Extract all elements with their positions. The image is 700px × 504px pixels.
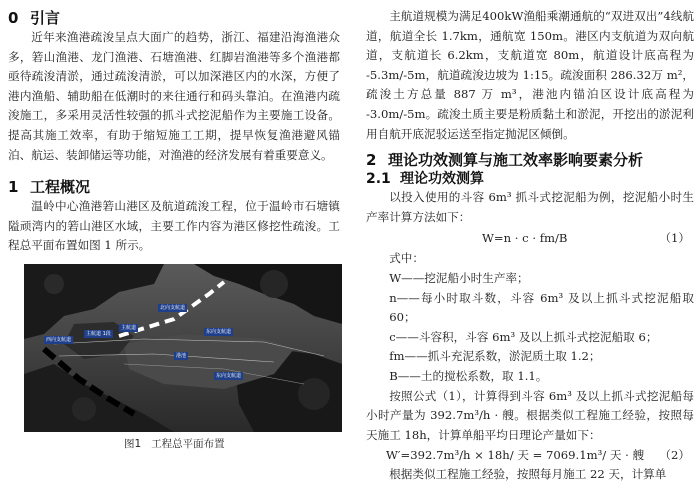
monthly-paragraph: 根据类似工程施工经验，按照每月施工 22 天，计算单 xyxy=(389,467,667,482)
definition-item: fm——抓斗充泥系数，淤泥质土取 1.2； xyxy=(389,349,601,364)
calc-result-paragraph: 按照公式（1），计算得到斗容 6m³ 及以上抓斗式挖泥船每小时产量为 392.7m³/h · 艘。根据类似工程施工经验，按照每天施工 18h，计算单船平均日理论产量如下： xyxy=(366,388,694,442)
left-column xyxy=(8,0,340,451)
definition-item: W——挖泥船小时生产率； xyxy=(389,270,529,285)
section-number: 2 xyxy=(366,151,377,170)
section-number: 2.1 xyxy=(366,171,391,188)
section-title: 引言 xyxy=(30,9,61,27)
formula-1-text: W=n · c · fm/B xyxy=(482,231,568,246)
section-title: 理论功效测算与施工效率影响要素分析 xyxy=(388,151,644,170)
formula-2-text: W′=392.7m³/h × 18h/ 天 = 7069.1m³/ 天 · 艘 xyxy=(386,448,645,463)
figure-number: 图1 xyxy=(124,437,142,450)
map-label: 东向支航道 xyxy=(216,372,242,379)
map-label: 主航道 xyxy=(121,324,137,331)
map-label: 北向支航道 xyxy=(160,304,186,311)
section-2-heading xyxy=(366,150,694,170)
definition-item: c——斗容积，斗容 6m³ 及以上抓斗式挖泥船取 6； xyxy=(389,329,658,344)
right-column xyxy=(366,0,694,485)
equation-number: （2） xyxy=(659,448,690,463)
equation-number: （1） xyxy=(659,231,690,246)
section-1-heading xyxy=(8,177,340,197)
definition-item: n——每小时取斗数，斗容 6m³ 及以上抓斗式挖泥船取 60； xyxy=(389,290,694,325)
map-label: 东向支航道 xyxy=(206,328,232,335)
channel-paragraph: 主航道规模为满足400kW渔船乘潮通航的“双进双出”4线航道，航道全长 1.7km，通航宽 150m。港区内支航道为双向航道，支航道长 6.2km，支航道宽 80m，航道设计底高程为 -5.3m/-5m，航道疏浚边坡为 1:15。疏浚面积 286.32万 m²，疏浚土方总量 887 万 m³，港池内锚泊区设计底高程为 -3.0m/-5m。疏浚土质主要是粉质黏土和淤泥，开挖出的淤泥利用自航开底泥驳运送至指定抛泥区倾倒。 xyxy=(366,9,694,141)
map-label: 西向支航道 xyxy=(46,336,72,343)
map-label: 港池 xyxy=(176,352,187,359)
calc-intro-paragraph: 以投入使用的斗容 6m³ 抓斗式挖泥船为例，挖泥船小时生产率计算方法如下： xyxy=(366,190,694,224)
where-label: 式中： xyxy=(389,251,424,266)
intro-paragraph: 近年来渔港疏浚呈点大面广的趋势，浙江、福建沿海渔港众多，箬山渔港、龙门渔港、石塘渔港、红脚岩渔港等多个渔港都亟待疏浚清淤，通过疏浚清淤，可以加深港区内的水深，方便了港内渔船、辅助船在低潮时的来往通行和码头靠泊。在渔港内疏浚施工，多采用灵活性较强的抓斗式挖泥船作为主要施工设备。提高其施工效率，有助于缩短施工工期，提早恢复渔港避风锚泊、航运、装卸储运等功能，对渔港的经济发展有着重要意义。 xyxy=(8,30,340,162)
layout-figure xyxy=(24,264,342,432)
formula-2 xyxy=(366,445,694,465)
map-label: 主航道 1段 xyxy=(86,330,111,337)
figure-caption-text: 工程总平面布置 xyxy=(151,437,225,450)
definition-item: B——土的搅松系数，取 1.1。 xyxy=(389,368,548,383)
overview-paragraph: 温岭中心渔港箬山港区及航道疏浚工程，位于温岭市石塘镇隘顽湾内的箬山港区水域，主要工作内容为港区修挖性疏浚。工程总平面布置如图 1 所示。 xyxy=(8,199,340,253)
section-title: 理论功效测算 xyxy=(400,171,484,188)
section-2-1-heading xyxy=(366,170,694,188)
satellite-map-image xyxy=(24,264,342,432)
figure-caption xyxy=(8,436,340,451)
section-0-heading xyxy=(8,8,340,28)
section-number: 1 xyxy=(8,178,19,197)
section-title: 工程概况 xyxy=(30,178,91,197)
section-number: 0 xyxy=(8,9,19,27)
formula-1 xyxy=(366,227,694,249)
